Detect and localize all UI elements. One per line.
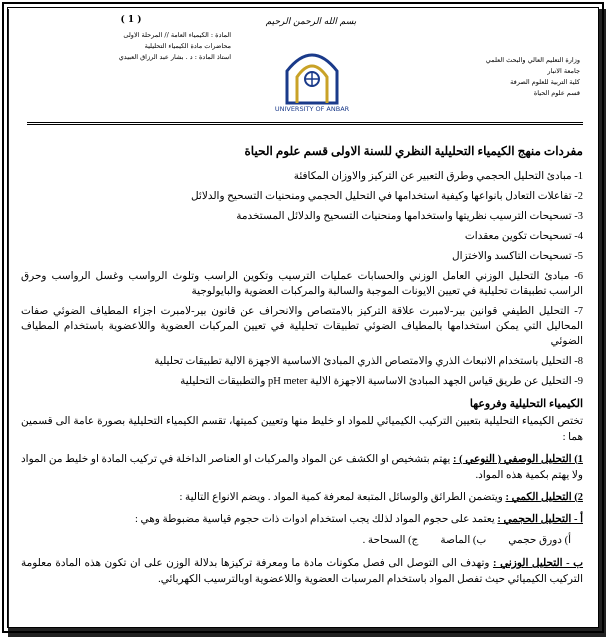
ministry-line: وزارة التعليم العالي والبحث العلمي <box>485 56 580 64</box>
instructor-line: استاذ المادة : د . بشار عبد الرزاق العبيدي <box>118 53 231 61</box>
quantitative-text: ويتضمن الطرائق والوسائل المتبعة لمعرفة كمية المواد . ويضم الانواع التالية : <box>179 492 506 503</box>
university-logo-icon <box>267 41 357 113</box>
syllabus-title: مفردات منهج الكيمياء التحليلية النظري للسنة الاولى قسم علوم الحياة <box>244 144 583 158</box>
tool-pipette: ب) الماصة <box>440 535 487 546</box>
tool-burette: ج) السحاحة . <box>362 535 419 546</box>
gravimetric-text: وتهدف الى التوصل الى فصل مكونات مادة ما ومعرفة تركيزها بدلالة الوزن على ان تكون هذه المادة معلومة التركيب الكيميائي حيث تفصل المواد باستخدام المرسبات العضوية واللاعضوية اوبالترسيب الكهربائي. <box>21 558 583 585</box>
topic-item: 6- مبادئ التحليل الوزني العامل الوزني والحسابات عمليات الترسيب وتكوين الراسب وتلوث الرواسب وغسل الرواسب وحرق الراسب تطبيقات تحليلية في تعيين الايونات الموجبة والسالبة والمركبات العضوية والبايولوجية <box>21 271 583 297</box>
topic-item: 9- التحليل عن طريق قياس الجهد المبادئ الاساسية الاجهزة الالية pH meter والتطبيقات التحليلية <box>180 376 583 387</box>
topic-item: 1- مبادئ التحليل الحجمي وطرق التعبير عن التركيز والاوزان المكافئة <box>293 171 583 182</box>
quantitative-label: 2) التحليل الكمي : <box>505 492 583 503</box>
topic-item: 8- التحليل باستخدام الانبعاث الذري والامتصاص الذري المبادئ الاساسية الاجهزة الالية تطبيقات تحليلية <box>154 356 583 367</box>
topics-list <box>21 169 583 389</box>
qualitative-paragraph <box>21 452 583 484</box>
intro-paragraph: تختص الكيمياء التحليلية بتعيين التركيب الكيميائي للمواد او خليط منها وتعيين كميتها، تقسم الكيمياء التحليلية بصورة عامة الى قسمين هما : <box>21 416 583 443</box>
document-page <box>9 9 598 627</box>
qualitative-text: يهتم بتشخيص او الكشف عن المواد والمركبات او العناصر الداخلة في تركيب المادة او خليط من المواد ولا يهتم بكمية هذه المواد. <box>21 454 583 481</box>
topic-item: 3- تسحيحات الترسيب نظريتها واستخدامها ومنحنيات التسحيح والدلائل المستخدمة <box>236 211 583 222</box>
volumetric-label: أ - التحليل الحجمي : <box>497 514 583 525</box>
quantitative-paragraph <box>21 490 583 506</box>
header-right-block <box>420 55 580 99</box>
volumetric-tools <box>21 534 583 546</box>
topic-item: 4- تسحيحات تكوين معقدات <box>464 231 583 242</box>
header-left-block <box>31 15 231 63</box>
page-number: ( 1 ) <box>120 15 142 25</box>
header-divider <box>27 122 583 125</box>
university-line: جامعة الانبار <box>547 67 580 75</box>
topic-item: 2- تفاعلات التعادل بانواعها وكيفية استخدامها في التحليل الحجمي ومنحنيات التسحيح والدلائل <box>190 191 583 202</box>
section-heading: الكيمياء التحليلية وفروعها <box>469 398 583 410</box>
topic-item: 5- تسحيحات التاكسد والاختزال <box>451 251 583 262</box>
college-line: كلية التربية للعلوم الصرفة <box>510 78 580 86</box>
volumetric-text: يعتمد على حجوم المواد لذلك يجب استخدام ادوات ذات حجوم قياسية مضبوطة وهي : <box>134 514 498 525</box>
volumetric-paragraph <box>21 512 583 528</box>
document-body <box>21 144 583 594</box>
logo-text: UNIVERSITY OF ANBAR <box>274 105 350 113</box>
basmala: بسم الله الرحمن الرحيم <box>265 17 357 27</box>
gravimetric-label: ب - التحليل الوزني : <box>493 558 584 569</box>
lectures-line: محاضرات مادة الكيمياء التحليلية <box>144 42 231 50</box>
course-line: المادة : الكيمياء العامة // المرحلة الاولى <box>123 31 231 39</box>
qualitative-label: 1) التحليل الوصفي ( النوعي ) : <box>452 454 583 465</box>
tool-volumetric-flask: أ) دورق حجمي <box>508 535 571 546</box>
department-line: قسم علوم الحياة <box>533 89 580 97</box>
gravimetric-paragraph <box>21 556 583 588</box>
topic-item: 7- التحليل الطيفي قوانين بير-لامبرت علاقة التركيز بالامتصاص والانحراف عن قانون بير-لامبرت اجزاء المطياف الضوئي صفات المحاليل التي يمكن استخدامها بالمطياف الضوئي تطبيقات تحليلية في تعيين المركبات العضوية واللاعضوية باستخدام المطياف الضوئي <box>21 306 583 347</box>
